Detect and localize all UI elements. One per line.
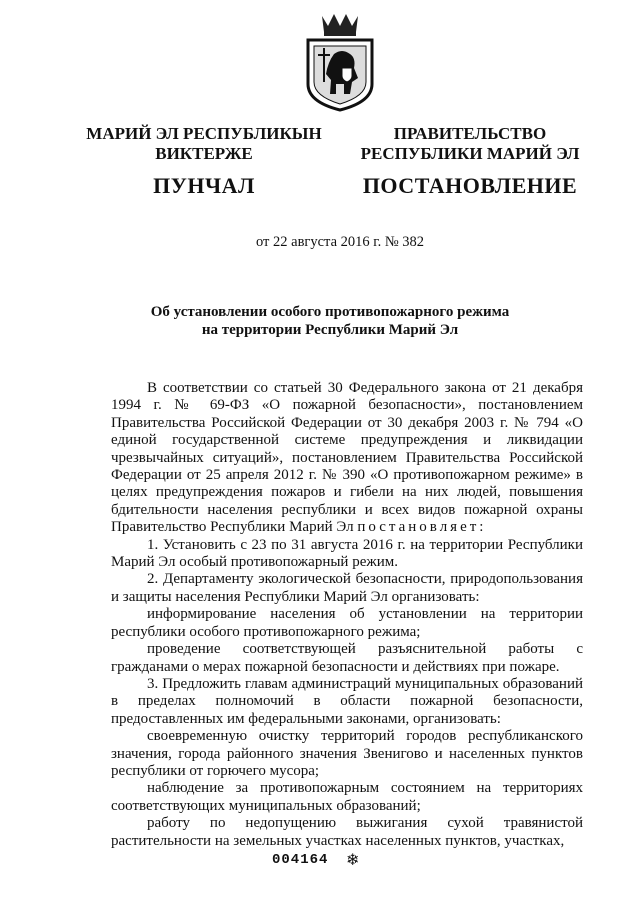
header-left-block <box>74 124 334 196</box>
asterisk-mark-icon: ❄ <box>346 852 360 869</box>
coat-of-arms-emblem <box>298 10 382 112</box>
paragraph-3-item-2: наблюдение за противопожарным состоянием на территориях соответствующих муниципальных образований; <box>111 780 583 814</box>
preamble-text: В соответствии со статьей 30 Федерального закона от 21 декабря 1994 г. № 69-ФЗ «О пожарной безопасности», постановлением Правительства Российской Федерации от 30 декабря 2003 г. № 794 «О единой государственной системе предупреждения и ликвидации чрезвычайных ситуаций», постановлением Правительства Российской Федерации от 25 апреля 2012 г. № 390 «О противопожарном режиме» в целях предупреждения пожаров и гибели на них людей, повышения бдительности населения республики и всех видов пожарной охраны Правительство Республики Марий Эл <box>111 380 583 536</box>
header-left-line1: МАРИЙ ЭЛ РЕСПУБЛИКЫН <box>86 124 322 143</box>
document-title <box>120 303 540 339</box>
header-right-line2: РЕСПУБЛИКИ МАРИЙ ЭЛ <box>360 144 580 163</box>
header-right-line1: ПРАВИТЕЛЬСТВО <box>393 124 547 143</box>
document-body <box>111 380 583 850</box>
paragraph-2: 2. Департаменту экологической безопасности, природопользования и защиты населения Республики Марий Эл организовать: <box>111 571 583 605</box>
header-right-block <box>340 124 600 196</box>
paragraph-3-item-1: своевременную очистку территорий городов республиканского значения, города районного значения Звенигово и населенных пунктов республики от горючего мусора; <box>111 728 583 779</box>
paragraph-3: 3. Предложить главам администраций муниципальных образований в пределах полномочий в области пожарной безопасности, предоставленных им федеральными законами, организовать: <box>111 675 583 727</box>
document-title-line2: на территории Республики Марий Эл <box>201 322 459 338</box>
header-right-doc-type: ПОСТАНОВЛЕНИЕ <box>362 173 578 198</box>
document-date-number: от 22 августа 2016 г. № 382 <box>256 234 425 250</box>
paragraph-2-item-2: проведение соответствующей разъяснительной работы с гражданами о мерах пожарной безопасности и действиях при пожаре. <box>111 641 583 675</box>
paragraph-preamble <box>111 380 583 537</box>
document-title-line1: Об установлении особого противопожарного режима <box>150 304 510 320</box>
header-left-line2: ВИКТЕРЖЕ <box>155 144 253 163</box>
header-left-doc-type: ПУНЧАЛ <box>153 173 255 198</box>
paragraph-2-item-1: информирование населения об установлении на территории республики особого противопожарного режима; <box>111 606 583 640</box>
paragraph-1: 1. Установить с 23 по 31 августа 2016 г. на территории Республики Марий Эл особый противопожарный режим. <box>111 536 583 571</box>
preamble-resolves: постановляет: <box>357 519 487 536</box>
form-serial-number: 004164 <box>272 852 329 868</box>
paragraph-3-item-3: работу по недопущению выжигания сухой травянистой растительности на земельных участках населенных пунктов, участках, <box>111 815 583 849</box>
